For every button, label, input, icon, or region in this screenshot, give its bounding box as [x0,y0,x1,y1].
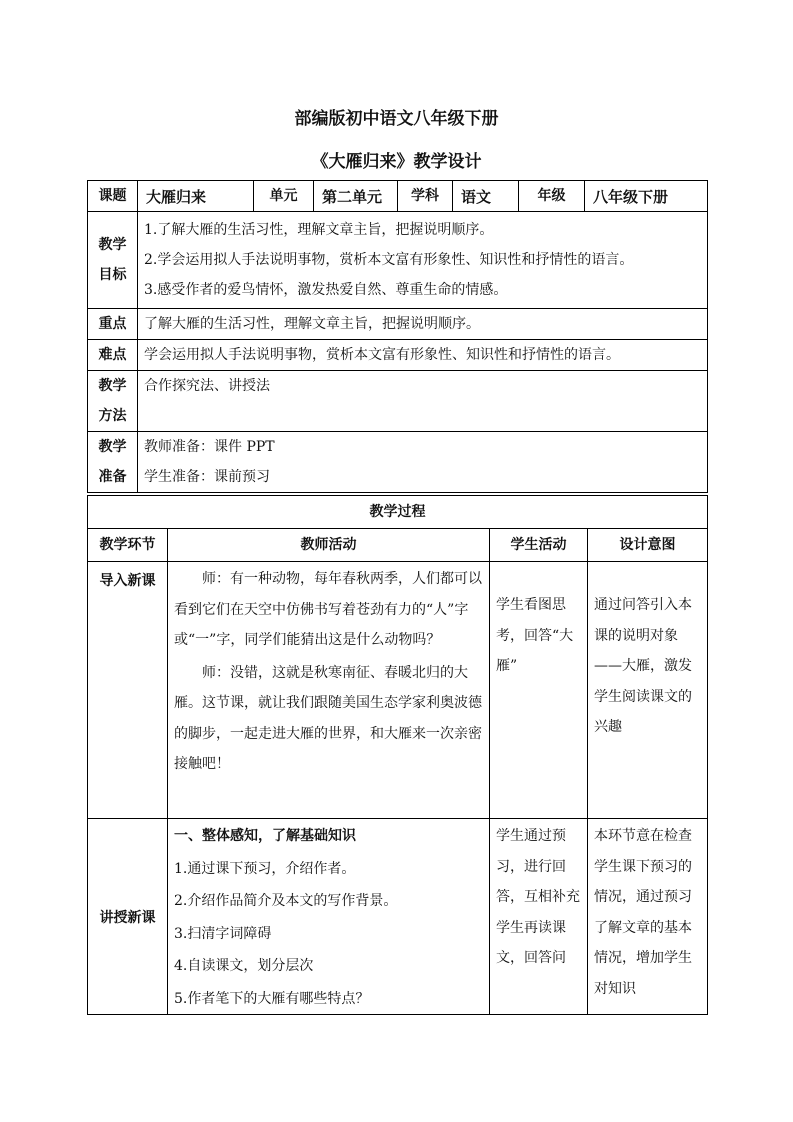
difficult-value: 学会运用拟人手法说明事物，赏析本文富有形象性、知识性和抒情性的语言。 [144,347,620,363]
prep-cell [138,432,708,493]
goal-item: 1.了解大雁的生活习性，理解文章主旨，把握说明顺序。 [144,222,494,238]
prep-label [88,432,138,493]
design-intent-text: 通过问答引入本课的说明对象——大雁，激发学生阅读课文的兴趣 [594,597,692,735]
goal-item: 2.学会运用拟人手法说明事物，赏析本文富有形象性、知识性和抒情性的语言。 [144,252,634,268]
process-row-intro [88,562,708,819]
goal-item: 3.感受作者的爱鸟情怀，激发热爱自然、尊重生命的情感。 [144,282,508,298]
student-activity-cell [490,562,588,819]
difficult-label: 难点 [88,340,138,371]
design-intent-text: 本环节意在检查学生课下预习的情况，通过预习了解文章的基本情况，增加学生对知识 [594,828,692,997]
design-intent-cell [588,819,708,1015]
subject-value: 大雁归来 [138,181,254,212]
goals-label-text: 教学目标 [98,237,127,283]
teacher-item: 3.扫清字词障碍 [174,925,272,942]
column-header: 教师活动 [168,529,490,562]
teacher-item: 1.通过课下预习，介绍作者。 [174,860,356,877]
grade-label: 年级 [519,181,585,212]
method-value: 合作探究法、讲授法 [144,378,270,394]
process-title: 教学过程 [88,496,708,529]
prep-row [88,432,708,493]
design-intent-cell [588,562,708,819]
prep-item: 学生准备：课前预习 [144,469,270,485]
teacher-item: 5.作者笔下的大雁有哪些特点？ [174,990,370,1007]
stage-cell: 导入新课 [88,562,168,819]
teaching-process-table [87,495,708,1015]
method-row [88,371,708,432]
stage-cell: 讲授新课 [88,819,168,1015]
process-header-row [88,529,708,562]
method-label [88,371,138,432]
method-cell [138,371,708,432]
info-header-row [88,181,708,212]
goals-label [88,212,138,309]
teacher-activity-cell [168,819,490,1015]
key-cell [138,309,708,340]
document-title: 部编版初中语文八年级下册 [294,109,499,129]
difficult-cell [138,340,708,371]
key-label: 重点 [88,309,138,340]
goals-row [88,212,708,309]
key-value: 了解大雁的生活习性，理解文章主旨，把握说明顺序。 [144,316,480,332]
course-value: 语文 [453,181,519,212]
column-header: 设计意图 [588,529,708,562]
key-row [88,309,708,340]
column-header: 教学环节 [88,529,168,562]
teacher-paragraph: 师：有一种动物，每年春秋两季，人们都可以看到它们在天空中仿佛书写着苍劲有力的“人”字或“一”字，同学们能猜出这是什么动物吗？ [174,571,482,648]
prep-item: 教师准备：课件 PPT [144,439,275,455]
grade-value: 八年级下册 [585,181,708,212]
subject-label: 课题 [88,181,138,212]
teacher-item: 4.自读课文，划分层次 [174,958,314,974]
teacher-paragraph: 师：没错，这就是秋寒南征、春暖北归的大雁。这节课，就让我们跟随美国生态学家利奥波德的脚步，一起走进大雁的世界，和大雁来一次亲密接触吧！ [174,664,482,772]
teacher-heading: 一、整体感知，了解基础知识 [174,828,356,844]
document-subtitle: 《大雁归来》教学设计 [311,152,482,172]
goals-cell [138,212,708,309]
unit-label: 单元 [254,181,314,212]
student-activity-cell [490,819,588,1015]
course-label: 学科 [398,181,453,212]
difficult-row [88,340,708,371]
method-label-text: 教学方法 [98,378,127,424]
student-activity-text: 学生通过预习，进行回答，互相补充 学生再读课文，回答问 [496,828,580,966]
student-activity-text: 学生看图思考，回答“大雁” [496,597,574,674]
column-header: 学生活动 [490,529,588,562]
lesson-info-table [87,180,708,493]
prep-label-text: 教学准备 [98,439,127,485]
unit-value: 第二单元 [314,181,398,212]
teacher-item: 2.介绍作品简介及本文的写作背景。 [174,893,398,909]
process-title-row [88,496,708,529]
teacher-activity-cell [168,562,490,819]
process-row-new-lesson [88,819,708,1015]
